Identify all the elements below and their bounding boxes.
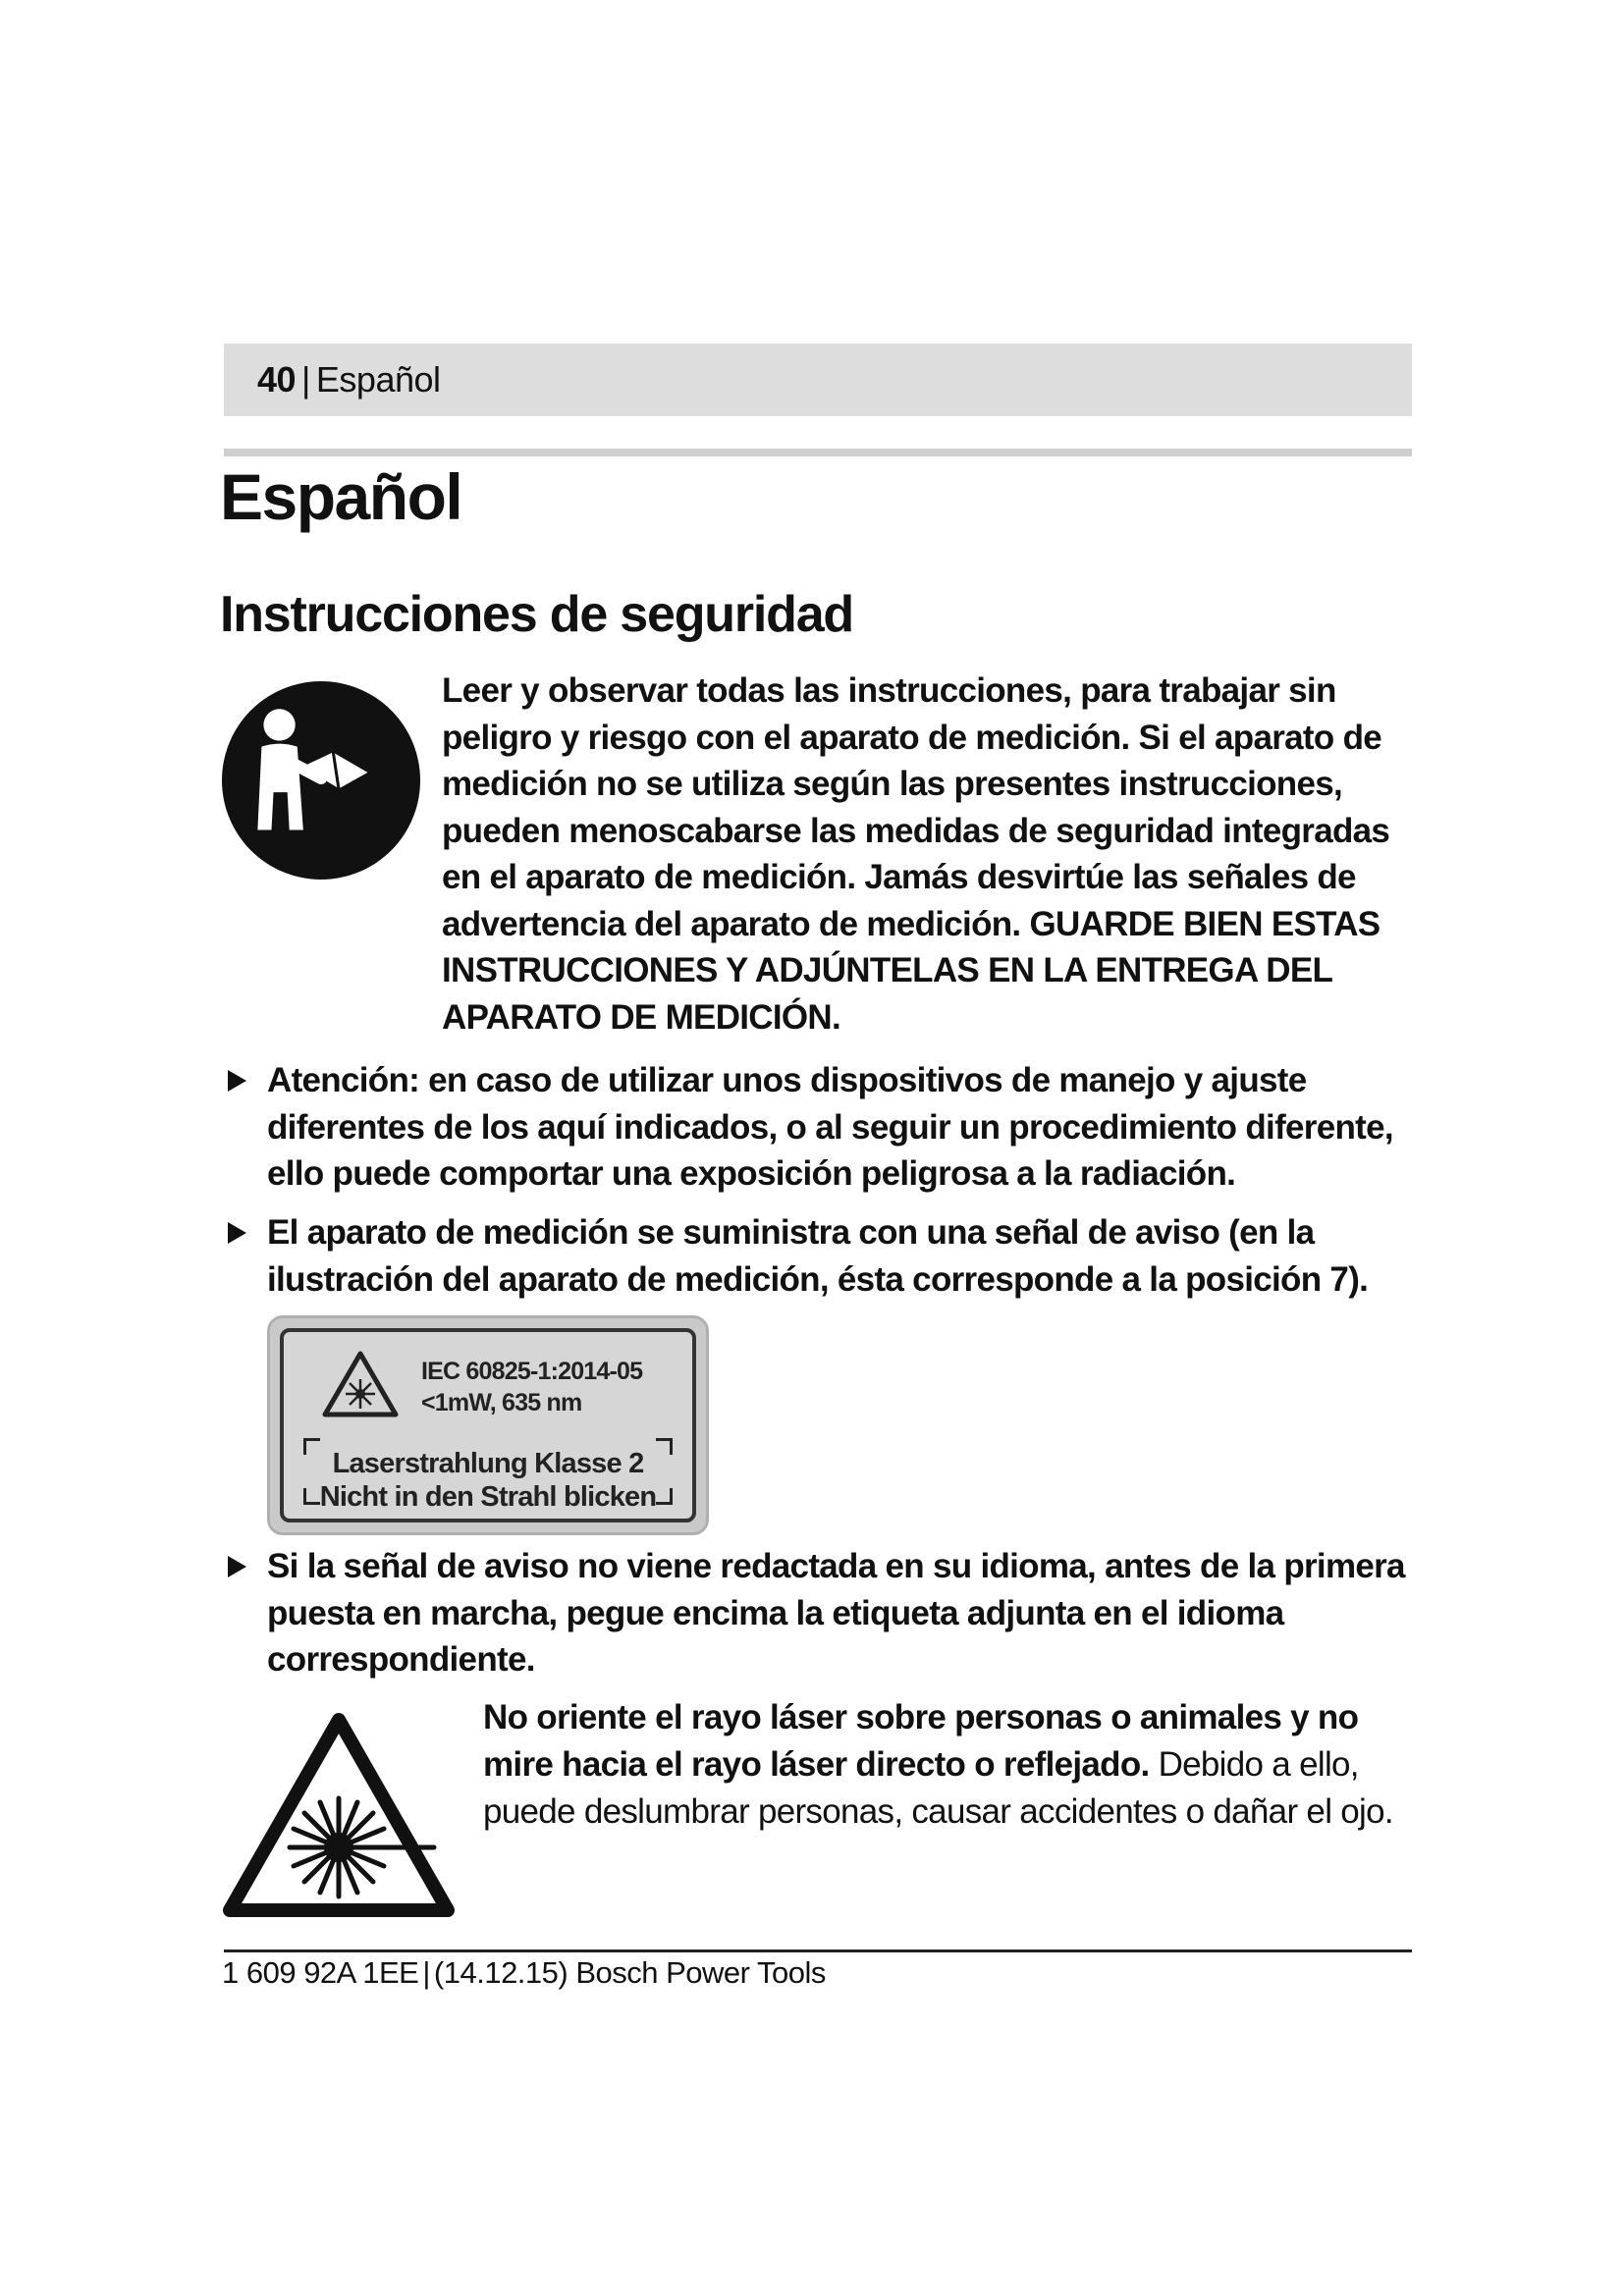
laser-hazard-icon [220,1708,458,1920]
bullet-item [228,1543,1416,1683]
footer-separator: | [422,1955,430,1990]
laser-warning-icon [321,1350,400,1418]
laser-warning-text [483,1694,1411,1836]
label-standard: IEC 60825-1:2014-05 [421,1358,643,1385]
header-section: Español [315,359,441,400]
label-power: <1mW, 635 nm [421,1389,582,1416]
bullet-text: Atención: en caso de utilizar unos dispositivos de manejo y ajuste diferentes de los aquí indicados, o al seguir un procedimiento diferente, ello puede comportar una exposición peligrosa a la radiación. [267,1061,1393,1193]
label-line-1: Laserstrahlung Klasse 2 [332,1448,644,1479]
footer-brand: Bosch Power Tools [575,1955,826,1990]
warning-label-image [267,1315,709,1535]
bottom-rule [224,1949,1412,1952]
read-manual-icon [222,681,420,880]
bullet-arrow-icon [228,1070,246,1092]
top-rule [224,449,1412,456]
intro-text: Leer y observar todas las instrucciones, para trabajar sin peligro y riesgo con el aparato de medición. Si el aparato de medición no se utiliza según las presentes instrucciones, pueden menoscabarse las medidas de seguridad integradas en el aparato de medición. Jamás desvirtúe las señales de advertencia del aparato de medición. GUARDE BIEN ESTAS INSTRUCCIONES Y ADJÚNTELAS EN LA ENTREGA DEL APARATO DE MEDICIÓN. [442,671,1390,1037]
page-number: 40 [257,359,297,400]
page-title: Español [220,460,462,533]
footer-date: (14.12.15) [433,1955,568,1990]
bullet-text: El aparato de medición se suministra con una señal de aviso (en la ilustración del aparato de medición, ésta corresponde a la posición 7). [267,1213,1369,1299]
bullet-text: Si la señal de aviso no viene redactada en su idioma, antes de la primera puesta en marcha, pegue encima la etiqueta adjunta en el idioma correspondiente. [267,1547,1405,1679]
bullet-item [228,1209,1416,1303]
bullet-item [228,1057,1416,1198]
warning-label-panel [280,1328,696,1522]
page-header [224,344,1412,416]
footer-code: 1 609 92A 1EE [222,1955,419,1990]
label-line-2: Nicht in den Strahl blicken [319,1481,657,1513]
laser-warning-bold: No oriente el rayo láser sobre personas o animales y no mire hacia el rayo láser directo o reflejado. [483,1698,1359,1784]
header-text [257,359,441,400]
section-title: Instrucciones de seguridad [220,586,853,643]
bullet-arrow-icon [228,1556,246,1577]
laser-warning-normal: Debido a ello, puede deslumbrar personas, causar accidentes o dañar el ojo. [483,1745,1393,1831]
header-separator: | [301,359,310,400]
bullet-arrow-icon [228,1222,246,1244]
page-footer [222,1955,826,1991]
